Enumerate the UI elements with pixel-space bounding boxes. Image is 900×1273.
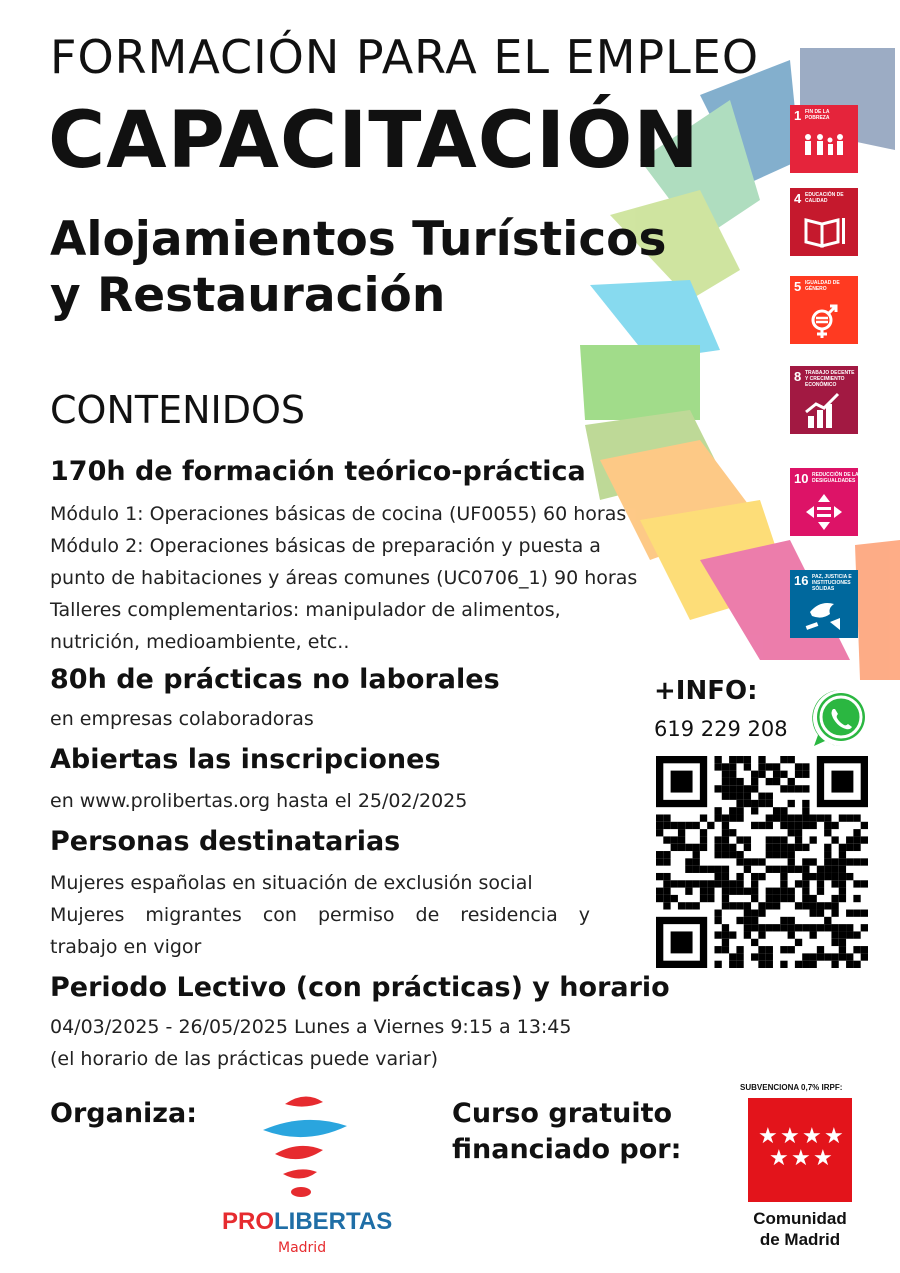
schedule-heading: Periodo Lectivo (con prácticas) y horario <box>50 972 670 1003</box>
training-line: punto de habitaciones y áreas comunes (UC0706_1) 90 horas <box>50 567 638 589</box>
practice-text: en empresas colaboradoras <box>50 708 314 730</box>
sdg-label: REDUCCIÓN DE LAS DESIGUALDADES <box>812 472 863 484</box>
training-details <box>50 498 637 658</box>
audience-line: trabajo en vigor <box>50 936 202 958</box>
sdg-number: 4 <box>794 191 802 206</box>
funder-name-line-1: Comunidad <box>753 1209 847 1228</box>
star-icon: ★ <box>802 1124 822 1149</box>
equality-arrows-icon <box>800 492 848 532</box>
program-headline: CAPACITACIÓN <box>48 96 700 186</box>
dove-icon <box>800 594 848 634</box>
schedule-details <box>50 1011 571 1075</box>
sdg-badge <box>790 570 858 638</box>
funder-name <box>742 1208 858 1250</box>
sdg-badge <box>790 105 858 173</box>
course-title-line-1: Alojamientos Turísticos <box>50 212 667 267</box>
star-icon: ★ <box>758 1124 778 1149</box>
comunidad-madrid-flag <box>748 1098 852 1202</box>
prolibertas-wordmark <box>222 1208 392 1236</box>
sdg-label: PAZ, JUSTICIA E INSTITUCIONES SÓLIDAS <box>812 574 852 592</box>
whatsapp-icon[interactable] <box>806 684 876 754</box>
training-line: Módulo 1: Operaciones básicas de cocina (UF0055) 60 horas <box>50 503 627 525</box>
star-icon: ★ <box>791 1146 811 1171</box>
growth-chart-icon <box>800 390 848 430</box>
gender-icon <box>800 300 848 340</box>
info-heading: +INFO: <box>654 676 758 706</box>
funder-name-line-2: de Madrid <box>759 1230 841 1249</box>
logo-pro: PRO <box>222 1208 275 1235</box>
star-icon: ★ <box>824 1124 844 1149</box>
sdg-badge <box>790 188 858 256</box>
star-icon: ★ <box>769 1146 789 1171</box>
sdg-number: 1 <box>794 108 802 123</box>
sdg-number: 8 <box>794 369 802 384</box>
training-line: nutrición, medioambiente, etc.. <box>50 631 350 653</box>
audience-line: Mujeres españolas en situación de exclusión social <box>50 872 533 894</box>
schedule-line: 04/03/2025 - 26/05/2025 Lunes a Viernes 9:15 a 13:45 <box>50 1016 572 1038</box>
logo-city: Madrid <box>278 1240 327 1256</box>
audience-line: Mujeres migrantes con permiso de residencia y <box>50 904 590 926</box>
organizer-label: Organiza: <box>50 1098 198 1129</box>
audience-details <box>50 867 590 963</box>
sdg-badge <box>790 366 858 434</box>
contents-heading: CONTENIDOS <box>50 388 306 432</box>
sdg-number: 10 <box>794 471 809 486</box>
sdg-label: EDUCACIÓN DE CALIDAD <box>805 192 844 204</box>
practice-heading: 80h de prácticas no laborales <box>50 664 500 695</box>
course-title <box>50 212 770 324</box>
subsidy-note: SUBVENCIONA 0,7% IRPF: <box>740 1083 843 1092</box>
qr-code[interactable] <box>656 756 868 968</box>
training-heading: 170h de formación teórico-práctica <box>50 456 586 487</box>
audience-heading: Personas destinatarias <box>50 826 401 857</box>
enrollment-heading: Abiertas las inscripciones <box>50 744 441 775</box>
prolibertas-logo <box>255 1092 355 1200</box>
sdg-label: TRABAJO DECENTE Y CRECIMIENTO ECONÓMICO <box>805 370 855 388</box>
sdg-badge <box>790 276 858 344</box>
funded-label-line-1: Curso gratuito <box>452 1098 673 1129</box>
book-icon <box>800 212 848 252</box>
logo-libertas: LIBERTAS <box>274 1208 393 1235</box>
course-title-line-2: y Restauración <box>50 268 446 323</box>
sdg-label: FIN DE LA POBREZA <box>805 109 830 121</box>
sdg-label: IGUALDAD DE GÉNERO <box>805 280 840 292</box>
star-icon: ★ <box>813 1146 833 1171</box>
program-title: FORMACIÓN PARA EL EMPLEO <box>50 30 760 84</box>
training-line: Módulo 2: Operaciones básicas de preparación y puesta a <box>50 535 601 557</box>
schedule-line: (el horario de las prácticas puede variar) <box>50 1048 439 1070</box>
sdg-badge <box>790 468 863 536</box>
sdg-number: 16 <box>794 573 809 588</box>
funded-label-line-2: financiado por: <box>452 1134 682 1165</box>
sdg-number: 5 <box>794 279 802 294</box>
people-icon <box>800 129 848 169</box>
funded-label <box>452 1096 681 1168</box>
training-line: Talleres complementarios: manipulador de alimentos, <box>50 599 561 621</box>
info-phone[interactable]: 619 229 208 <box>654 717 788 741</box>
star-icon: ★ <box>780 1124 800 1149</box>
enrollment-text: en www.prolibertas.org hasta el 25/02/2025 <box>50 790 468 812</box>
